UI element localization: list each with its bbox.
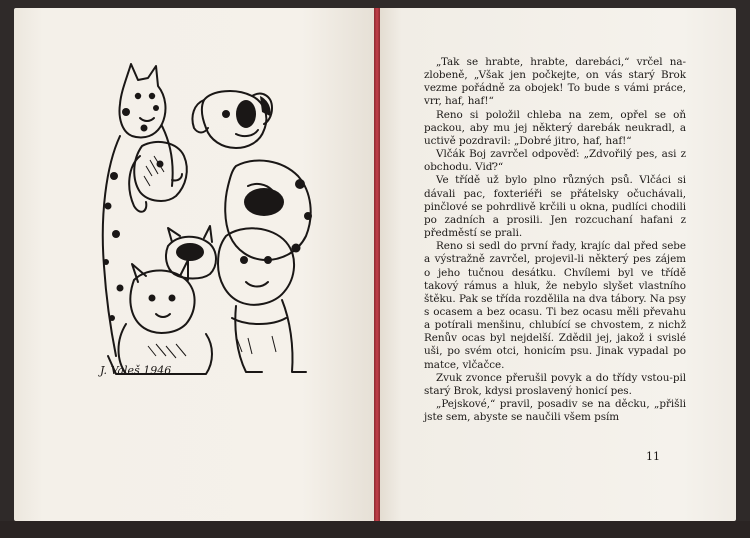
spaniel-drawing — [129, 142, 187, 212]
dogs-illustration — [86, 56, 336, 386]
paragraph: „Tak se hrabte, hrabte, darebáci,“ vrčel na-zlobeně, „Však jen počkejte, on vás starý Brok vezme pořádně za obojek! To bude s vámi práce, vrr, haf, haf!“ — [424, 56, 686, 108]
paragraph: Vlčák Boj zavrčel odpověď: „Zdvořilý pes, asi z obchodu. Viď?“ — [424, 148, 686, 174]
setter-head-drawing — [192, 91, 272, 148]
paragraph: Zvuk zvonce přerušil povyk a do třídy vstou-pil starý Brok, kdysi proslavený honicí pes. — [424, 371, 686, 397]
page-number: 11 — [646, 450, 660, 463]
westie-drawing — [119, 260, 213, 374]
paragraph: „Pejskové,“ pravil, posadiv se na děcku, „přišli jste sem, abyste se naučili všem psím — [424, 398, 686, 424]
paragraph: Reno si položil chleba na zem, opřel se oň packou, aby mu jej některý darebák neukradl, a uctivě pozdravil: „Dobré jitro, haf, haf!“ — [424, 108, 686, 147]
paragraph: Reno si sedl do první řady, krajíc dal před sebe a výstražně zavrčel, projevil-li některý pes zájem o jeho tučnou desátku. Chvílemi byl ve třídě takový rámus a hluk, že nebylo slyšet vlastního štěku. Pak se třída rozdělila na dva tábory. Na psy s ocasem a bez ocasu. Ti bez ocasu měli převahu a potírali menšinu, chlubící se chvostem, z nichž Renův ocas byl nejdelší. Zdědil jej, jakož i svislé uši, po svém otci, honicím psu. Jinak vypadal po matce, vlčačce. — [424, 240, 686, 371]
paragraph: Ve třídě už bylo plno různých psů. Vlčáci si dávali pac, foxteriéři se přátelsky očuchávali, pinčlové se pohrdlivě krčili u okna, pudlíci chodili po zadních a prosili. Jen rozcuchaní hafani z předměstí se prali. — [424, 174, 686, 240]
book-bottom-edge — [0, 521, 750, 538]
body-text — [424, 56, 686, 424]
artist-signature: J. Valeš 1946 — [100, 364, 172, 377]
